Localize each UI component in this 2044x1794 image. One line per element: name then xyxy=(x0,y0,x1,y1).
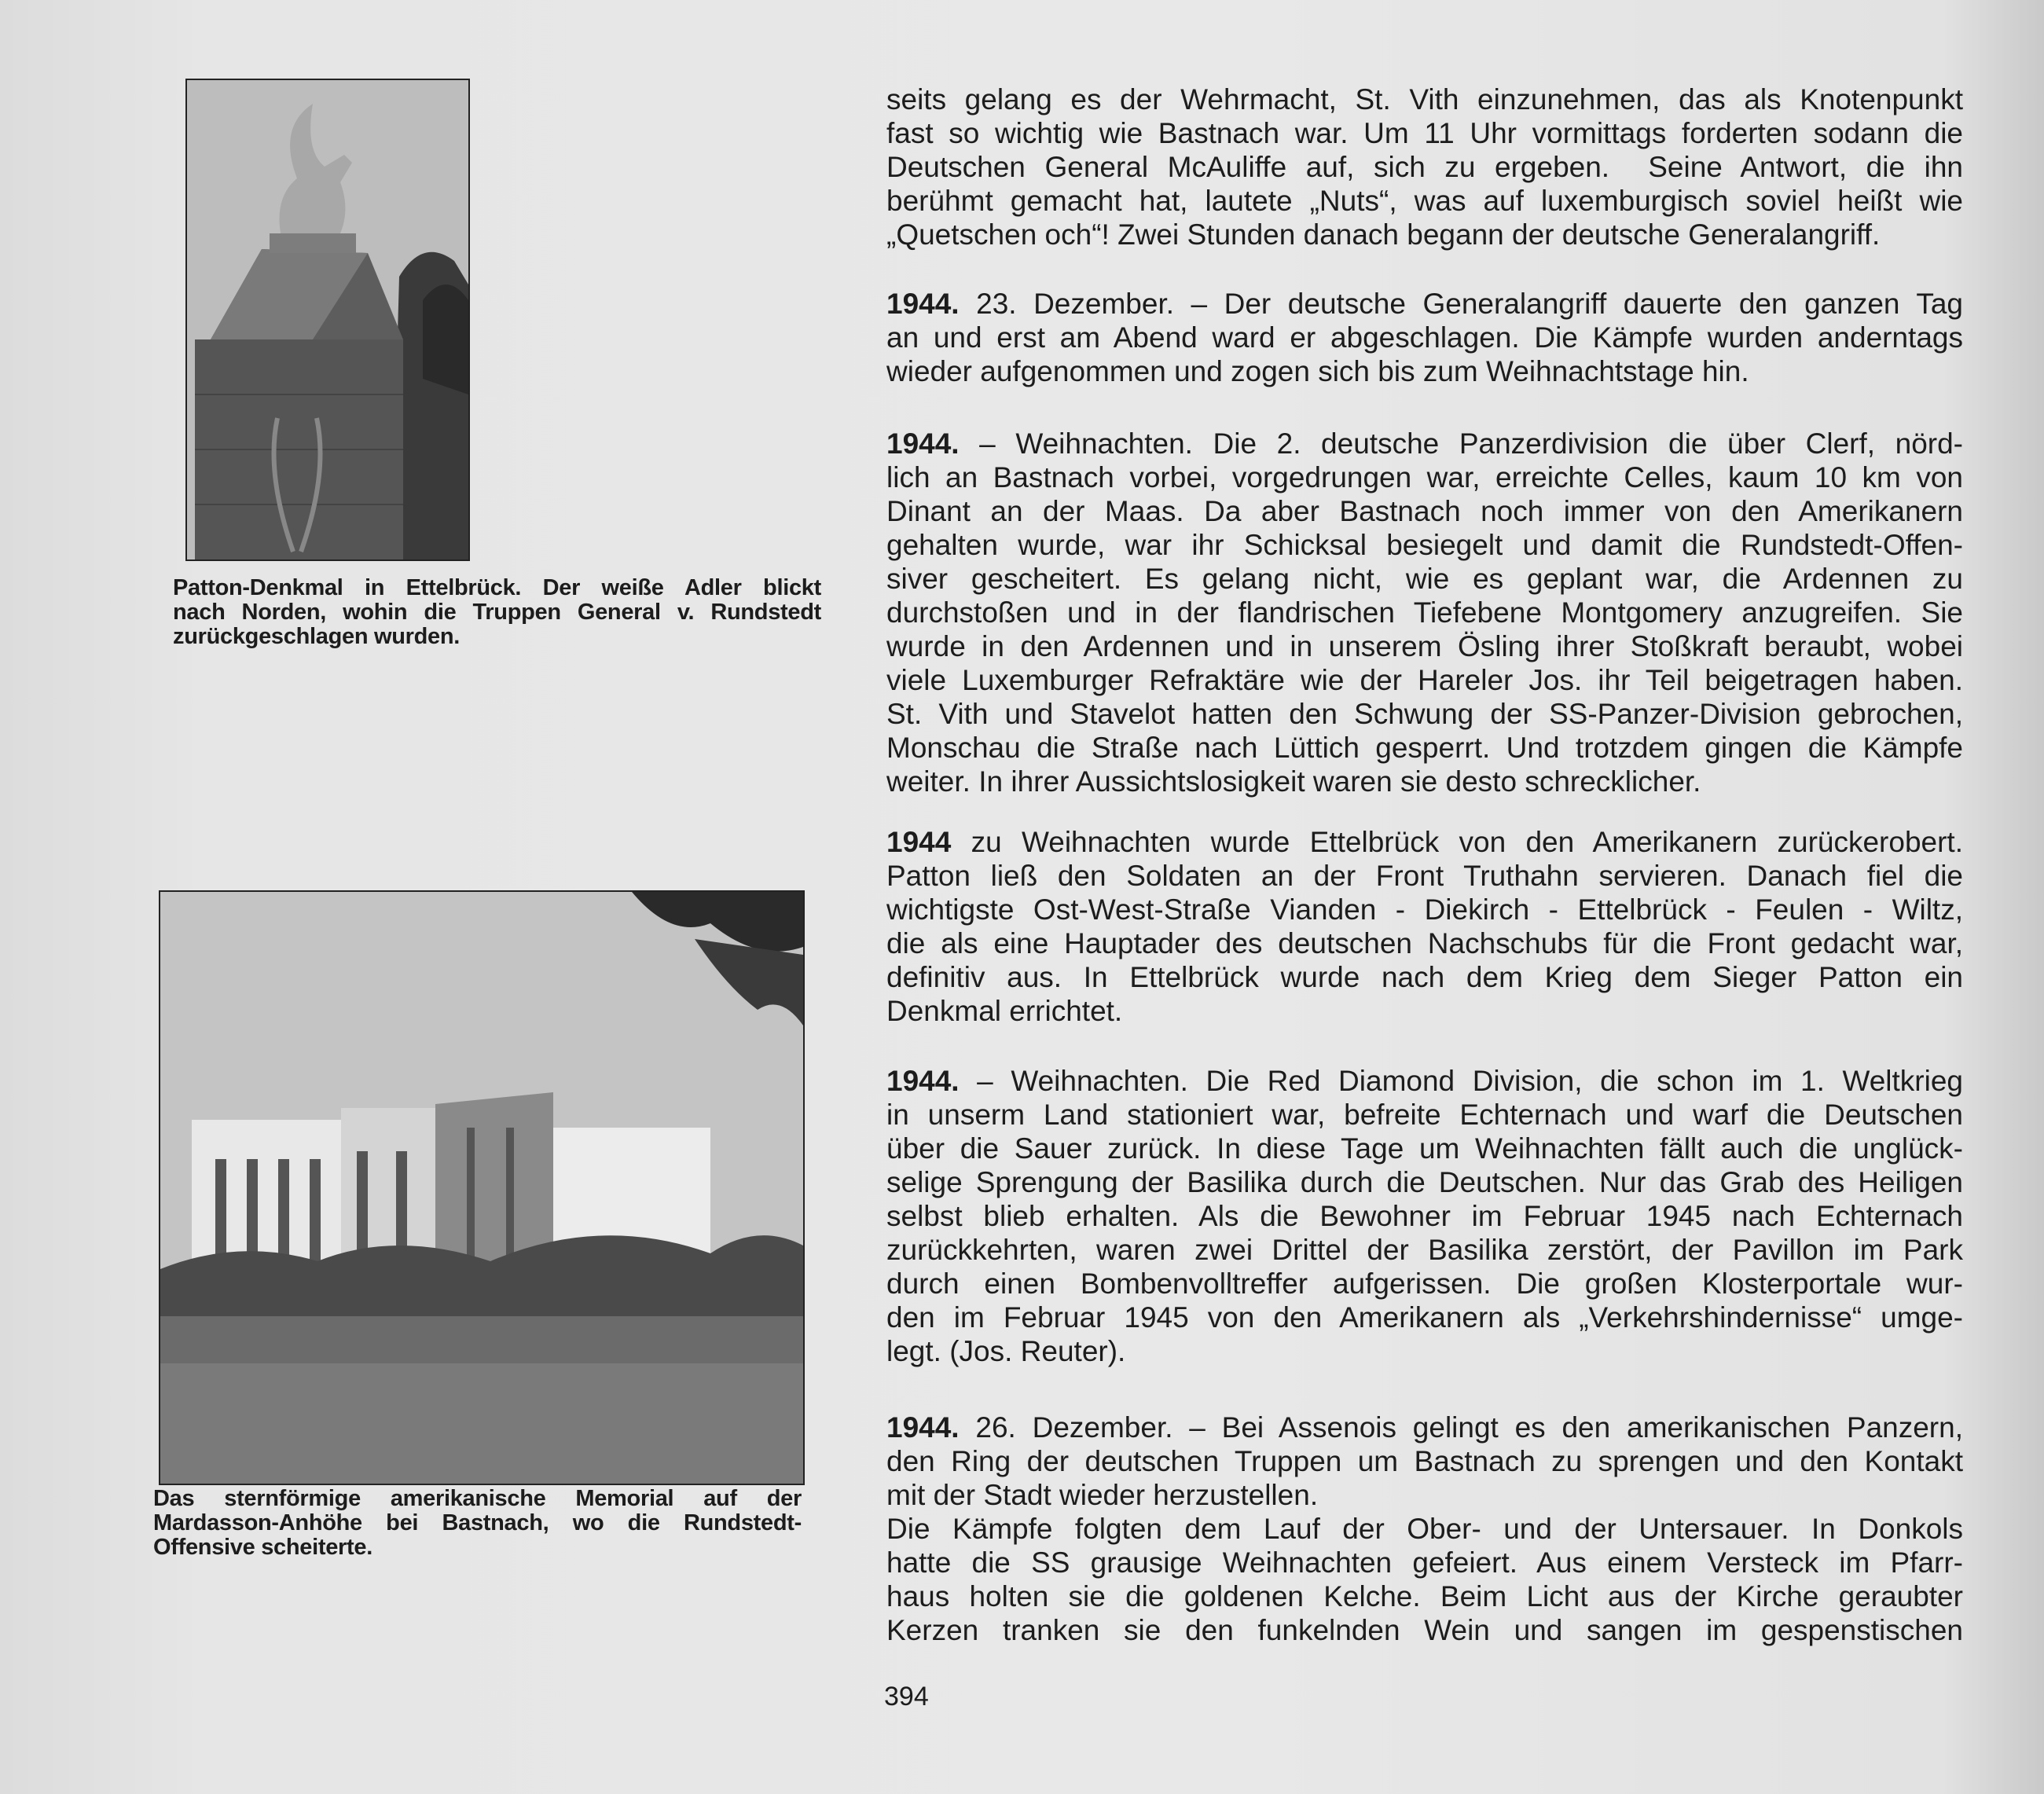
text-line xyxy=(886,765,1963,798)
line-text: durchstoßen und in der flandrischen Tiefebene Montgomery anzugreifen. Sie xyxy=(886,596,1963,629)
text-line xyxy=(886,1444,1963,1478)
line-text: fast so wichtig wie Bastnach war. Um 11 Uhr vormittags forderten sodann die xyxy=(886,117,1963,149)
patton-monument-photo xyxy=(185,79,470,561)
text-line xyxy=(886,460,1963,494)
text-line xyxy=(886,1478,1963,1512)
line-text: 26. Dezember. – Bei Assenois gelingt es den amerikanischen Panzern, xyxy=(959,1411,1963,1444)
paragraph xyxy=(886,1064,1963,1368)
line-text: Kerzen tranken sie den funkelnden Wein und sangen im gespenstischen xyxy=(886,1614,1963,1646)
line-text: lich an Bastnach vorbei, vorgedrungen war, erreichte Celles, kaum 10 km von xyxy=(886,461,1963,493)
text-line xyxy=(886,1301,1963,1334)
paragraph xyxy=(886,427,1963,798)
figure-caption xyxy=(153,1487,802,1560)
text-line xyxy=(886,494,1963,528)
line-text: wieder aufgenommen und zogen sich bis zum Weihnachtstage hin. xyxy=(886,355,1749,387)
line-text: seits gelang es der Wehrmacht, St. Vith einzunehmen, das als Knotenpunkt xyxy=(886,83,1963,116)
year-label: 1944 xyxy=(886,826,952,858)
line-text: den im Februar 1945 von den Amerikanern als „Verkehrshindernisse“ umge- xyxy=(886,1301,1963,1334)
paragraph xyxy=(886,825,1963,1028)
line-text: 23. Dezember. – Der deutsche Generalangriff dauerte den ganzen Tag xyxy=(959,288,1963,320)
text-line xyxy=(886,629,1963,663)
line-text: selbst blieb erhalten. Als die Bewohner im Februar 1945 nach Echternach xyxy=(886,1200,1963,1232)
line-text: in unserm Land stationiert war, befreite Echternach und warf die Deutschen xyxy=(886,1099,1963,1131)
line-text: – Weihnachten. Die 2. deutsche Panzerdivision die über Clerf, nörd- xyxy=(959,427,1963,460)
text-line xyxy=(886,859,1963,893)
text-line xyxy=(886,116,1963,150)
line-text: über die Sauer zurück. In diese Tage um Weihnachten fällt auch die unglück- xyxy=(886,1132,1963,1165)
figure-caption xyxy=(173,576,821,649)
text-line xyxy=(886,1064,1963,1098)
text-line xyxy=(886,150,1963,184)
line-text: zu Weihnachten wurde Ettelbrück von den Amerikanern zurückerobert. xyxy=(951,826,1963,858)
caption-line: Mardasson-Anhöhe bei Bastnach, wo die Rundstedt- xyxy=(153,1510,802,1535)
line-text: durch einen Bombenvolltreffer aufgerissen. Die großen Klosterportale wur- xyxy=(886,1268,1963,1300)
line-text: mit der Stadt wieder herzustellen. xyxy=(886,1479,1319,1511)
line-text: den Ring der deutschen Truppen um Bastnach zu sprengen und den Kontakt xyxy=(886,1445,1963,1477)
line-text: Denkmal errichtet. xyxy=(886,995,1123,1027)
text-line xyxy=(886,1098,1963,1132)
line-text: berühmt gemacht hat, lautete „Nuts“, was auf luxemburgisch soviel heißt wie xyxy=(886,185,1963,217)
line-text: „Quetschen och“! Zwei Stunden danach begann der deutsche Generalangriff. xyxy=(886,218,1881,251)
text-line xyxy=(886,596,1963,629)
text-line xyxy=(886,1199,1963,1233)
caption-line: nach Norden, wohin die Truppen General v. Rundstedt xyxy=(173,600,821,625)
text-line xyxy=(886,1579,1963,1613)
text-line xyxy=(886,1233,1963,1267)
text-line xyxy=(886,825,1963,859)
caption-line: Das sternförmige amerikanische Memorial auf der xyxy=(153,1486,802,1511)
text-line xyxy=(886,1613,1963,1647)
text-line xyxy=(886,960,1963,994)
text-line xyxy=(886,83,1963,116)
text-line xyxy=(886,663,1963,697)
paragraph xyxy=(886,1411,1963,1647)
text-line xyxy=(886,1546,1963,1579)
caption-line: zurückgeschlagen wurden. xyxy=(173,624,461,649)
text-line xyxy=(886,427,1963,460)
text-line xyxy=(886,1132,1963,1165)
text-line xyxy=(886,218,1963,251)
text-line xyxy=(886,994,1963,1028)
line-text: gehalten wurde, war ihr Schicksal besiegelt und damit die Rundstedt-Offen- xyxy=(886,529,1963,561)
line-text: Die Kämpfe folgten dem Lauf der Ober- und der Untersauer. In Donkols xyxy=(886,1513,1963,1545)
year-label: 1944. xyxy=(886,427,960,460)
line-text: Dinant an der Maas. Da aber Bastnach noch immer von den Amerikanern xyxy=(886,495,1963,527)
line-text: siver gescheitert. Es gelang nicht, wie es geplant war, die Ardennen zu xyxy=(886,563,1963,595)
line-text: selige Sprengung der Basilika durch die Deutschen. Nur das Grab des Heiligen xyxy=(886,1166,1963,1198)
text-line xyxy=(886,1267,1963,1301)
line-text: Patton ließ den Soldaten an der Front Truthahn servieren. Danach fiel die xyxy=(886,860,1963,892)
line-text: zurückkehrten, waren zwei Drittel der Basilika zerstört, der Pavillon im Park xyxy=(886,1234,1963,1266)
line-text: weiter. In ihrer Aussichtslosigkeit waren sie desto schrecklicher. xyxy=(886,765,1701,798)
line-text: die als eine Hauptader des deutschen Nachschubs für die Front gedacht war, xyxy=(886,927,1963,959)
text-line xyxy=(886,731,1963,765)
text-line xyxy=(886,528,1963,562)
text-line xyxy=(886,562,1963,596)
text-line xyxy=(886,926,1963,960)
paragraph xyxy=(886,83,1963,251)
line-text: wurde in den Ardennen und in unserem Ösling ihrer Stoßkraft beraubt, wobei xyxy=(886,630,1963,662)
year-label: 1944. xyxy=(886,1411,960,1444)
text-line xyxy=(886,321,1963,354)
year-label: 1944. xyxy=(886,1065,960,1097)
line-text: legt. (Jos. Reuter). xyxy=(886,1335,1126,1367)
paragraph xyxy=(886,287,1963,388)
text-line xyxy=(886,1411,1963,1444)
line-text: haus holten sie die goldenen Kelche. Beim Licht aus der Kirche geraubter xyxy=(886,1580,1963,1612)
text-line xyxy=(886,1165,1963,1199)
line-text: an und erst am Abend ward er abgeschlagen. Die Kämpfe wurden anderntags xyxy=(886,321,1963,354)
line-text: Monschau die Straße nach Lüttich gesperrt. Und trotzdem gingen die Kämpfe xyxy=(886,732,1963,764)
page-number: 394 xyxy=(884,1682,929,1711)
text-line xyxy=(886,1334,1963,1368)
line-text: Deutschen General McAuliffe auf, sich zu ergeben. Seine Antwort, die ihn xyxy=(886,151,1963,183)
year-label: 1944. xyxy=(886,288,960,320)
line-text: definitiv aus. In Ettelbrück wurde nach dem Krieg dem Sieger Patton ein xyxy=(886,961,1963,993)
line-text: hatte die SS grausige Weihnachten gefeiert. Aus einem Versteck im Pfarr- xyxy=(886,1546,1963,1579)
text-line xyxy=(886,1512,1963,1546)
line-text: St. Vith und Stavelot hatten den Schwung der SS-Panzer-Division gebrochen, xyxy=(886,698,1963,730)
mardasson-memorial-photo xyxy=(159,890,805,1485)
text-line xyxy=(886,287,1963,321)
text-line xyxy=(886,893,1963,926)
text-line xyxy=(886,697,1963,731)
caption-line: Offensive scheiterte. xyxy=(153,1535,372,1560)
line-text: wichtigste Ost-West-Straße Vianden - Diekirch - Ettelbrück - Feulen - Wiltz, xyxy=(886,893,1963,926)
line-text: – Weihnachten. Die Red Diamond Division, die schon im 1. Weltkrieg xyxy=(959,1065,1963,1097)
text-line xyxy=(886,354,1963,388)
caption-line: Patton-Denkmal in Ettelbrück. Der weiße Adler blickt xyxy=(173,575,821,600)
text-line xyxy=(886,184,1963,218)
line-text: viele Luxemburger Refraktäre wie der Hareler Jos. ihr Teil beigetragen haben. xyxy=(886,664,1963,696)
